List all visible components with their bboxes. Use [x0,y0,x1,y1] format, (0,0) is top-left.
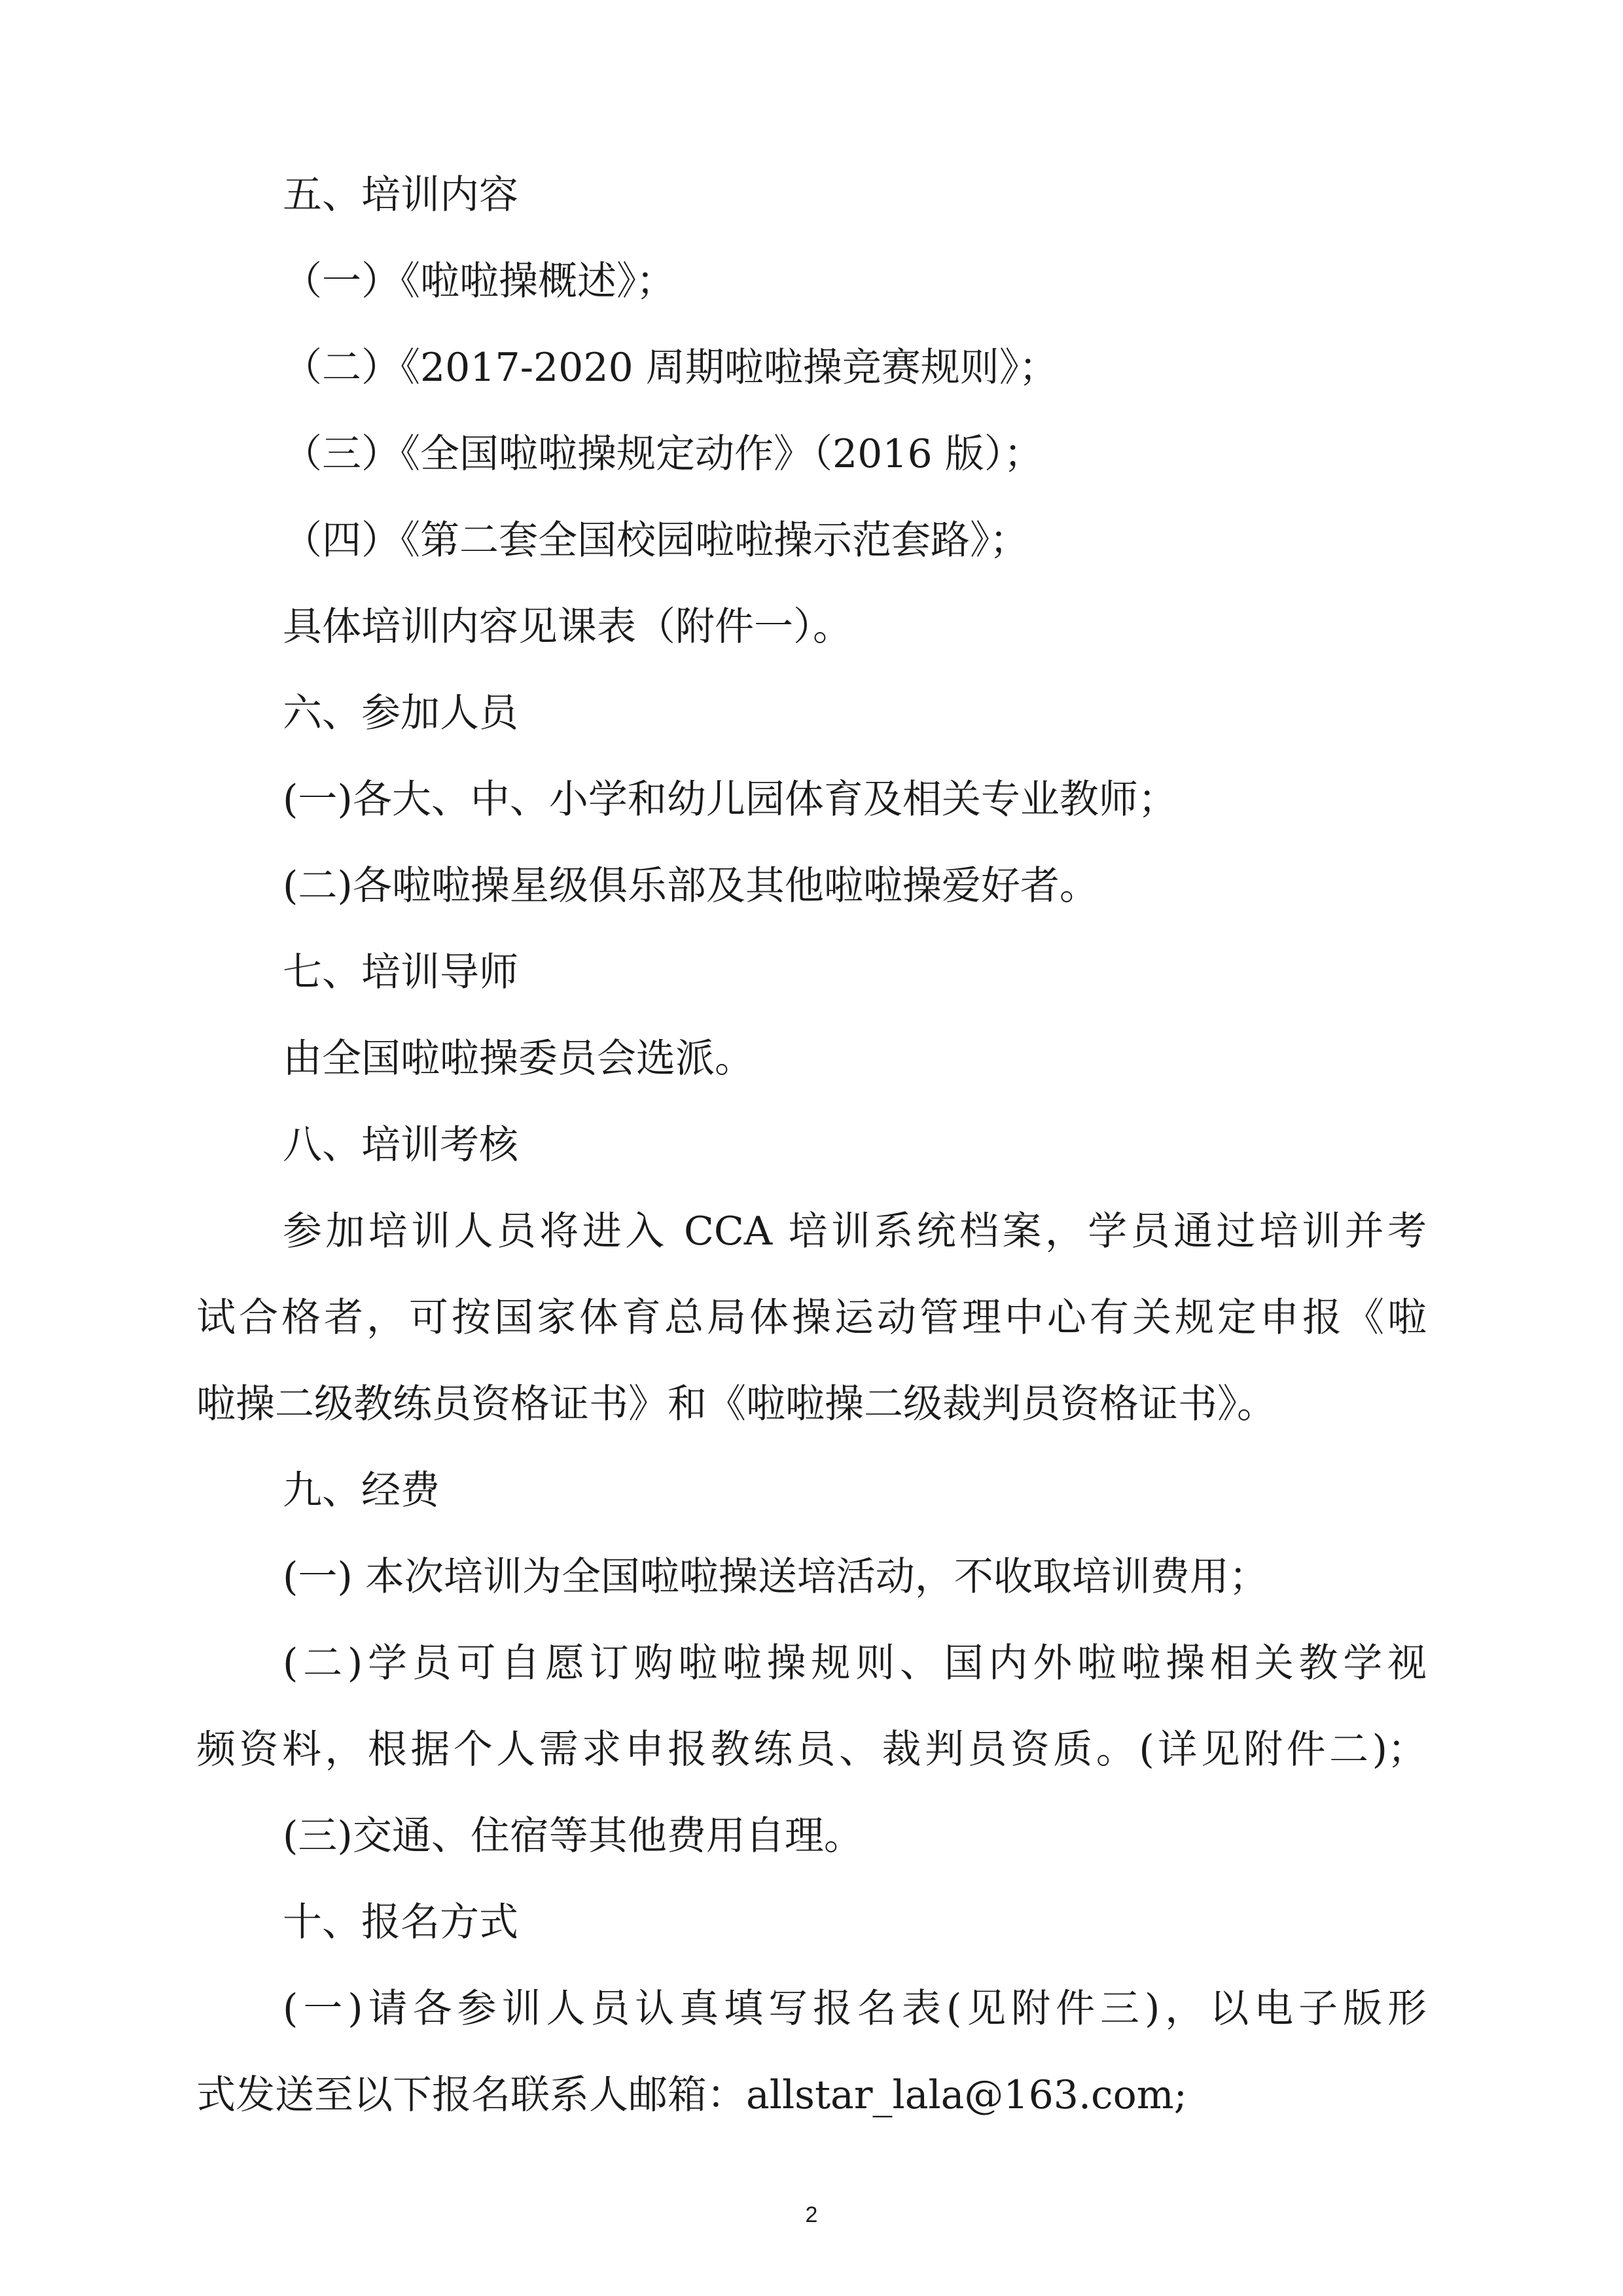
content-schedule-note: 具体培训内容见课表（附件一）。 [283,604,852,650]
content-item-3: （三）《全国啦啦操规定动作》（2016 版）； [283,431,1043,477]
instructors-text: 由全国啦啦操委员会选派。 [283,1036,754,1082]
content-item-2: （二）《2017-2020 周期啦啦操竞赛规则》； [283,345,1058,391]
heading-training-content: 五、培训内容 [283,172,518,218]
heading-registration: 十、报名方式 [283,1899,518,1945]
funding-item-3: (三)交通、住宿等其他费用自理。 [283,1813,863,1859]
heading-assessment: 八、培训考核 [283,1122,518,1168]
registration-item-1-line-1: (一)请各参训人员认真填写报名表(见附件三)，以电子版形 [283,1986,1427,2032]
heading-participants: 六、参加人员 [283,690,518,736]
heading-instructors: 七、培训导师 [283,949,518,995]
assessment-line-3: 啦操二级教练员资格证书》和《啦啦操二级裁判员资格证书》。 [196,1381,1276,1427]
funding-item-2-line-1: (二)学员可自愿订购啦啦操规则、国内外啦啦操相关教学视 [283,1640,1427,1686]
page-number: 2 [805,2202,818,2227]
funding-item-2-line-2: 频资料，根据个人需求申报教练员、裁判员资质。(详见附件二)； [196,1727,1427,1773]
assessment-line-2: 试合格者，可按国家体育总局体操运动管理中心有关规定申报《啦 [196,1295,1427,1341]
funding-item-1: (一) 本次培训为全国啦啦操送培活动，不收取培训费用； [283,1554,1268,1600]
participant-item-2: (二)各啦啦操星级俱乐部及其他啦啦操爱好者。 [283,863,1099,909]
assessment-line-1: 参加培训人员将进入 CCA 培训系统档案，学员通过培训并考 [283,1209,1427,1254]
participant-item-1: (一)各大、中、小学和幼儿园体育及相关专业教师； [283,777,1177,822]
content-item-4: （四）《第二套全国校园啦啦操示范套路》； [283,518,1029,563]
registration-item-1-line-2: 式发送至以下报名联系人邮箱：allstar_lala@163.com; [196,2072,1187,2118]
heading-funding: 九、经费 [283,1468,440,1513]
content-item-1: （一）《啦啦操概述》； [283,258,675,304]
